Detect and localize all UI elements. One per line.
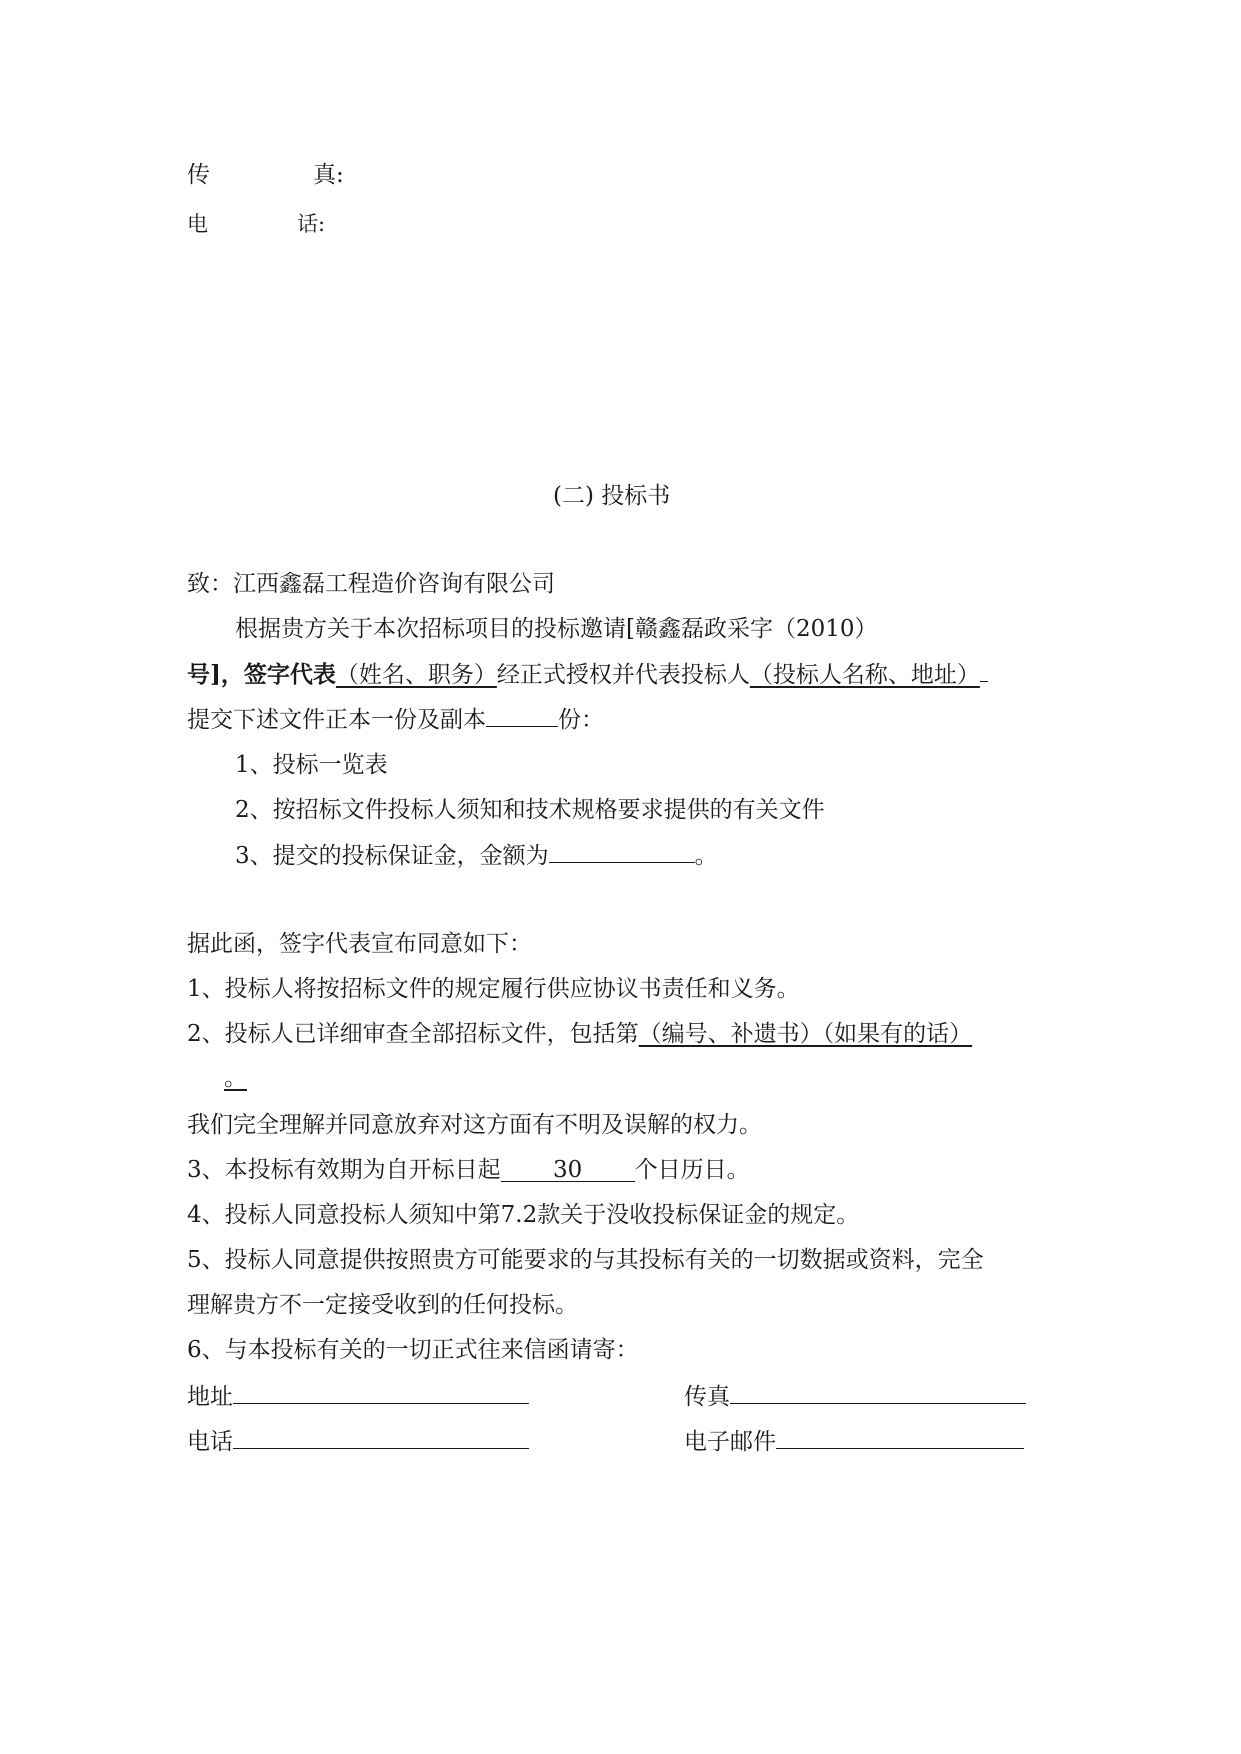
phone-header	[187, 209, 326, 239]
address-field	[187, 1381, 529, 1412]
signer-field: （姓名、职务）	[335, 662, 497, 688]
section-title: (二) 投标书	[553, 483, 671, 509]
validity-days: 30	[553, 1157, 583, 1183]
copies-suffix: 份：	[558, 707, 604, 733]
clause-1: 1、投标人将按招标文件的规定履行供应协议书责任和义务。	[187, 976, 800, 1002]
item-3-end: 。	[694, 843, 718, 869]
fax-label-a: 传	[187, 162, 210, 188]
clause-2-end-mark: 。	[224, 1065, 247, 1091]
intro-number-suffix: 号]，签字代表	[187, 661, 336, 688]
copies-text: 提交下述文件正本一份及副本	[187, 707, 486, 733]
clause-5-line-2: 理解贵方不一定接受收到的任何投标。	[187, 1292, 578, 1318]
fax-header	[187, 160, 344, 190]
address-label: 地址	[187, 1384, 233, 1410]
fax-label: 传真	[684, 1384, 730, 1410]
item-2: 2、按招标文件投标人须知和技术规格要求提供的有关文件	[235, 797, 825, 823]
phone-label: 电话	[187, 1429, 233, 1455]
email-field	[684, 1426, 1024, 1457]
phone-field	[187, 1426, 529, 1457]
phone-blank	[233, 1426, 529, 1449]
intro-line-2	[187, 659, 988, 690]
fax-label-b: 真:	[313, 162, 344, 188]
clause-3	[187, 1155, 750, 1185]
copies-blank	[486, 704, 558, 727]
fax-blank	[730, 1381, 1026, 1404]
clause-4: 4、投标人同意投标人须知中第7.2款关于没收投标保证金的规定。	[187, 1202, 860, 1228]
item-1: 1、投标一览表	[235, 752, 388, 778]
email-label: 电子邮件	[684, 1429, 776, 1455]
validity-days-blank	[501, 1159, 635, 1182]
deposit-amount-blank	[549, 840, 695, 863]
bidder-underline-tail	[980, 659, 988, 682]
recipient-line: 致：江西鑫磊工程造价咨询有限公司	[187, 571, 555, 597]
clause-3-text: 3、本投标有效期为自开标日起	[187, 1157, 501, 1183]
intro-authorized-text: 经正式授权并代表投标人	[496, 662, 750, 688]
declaration-line: 据此函，签字代表宣布同意如下：	[187, 931, 532, 957]
phone-label-b: 话:	[297, 212, 326, 236]
clause-2-refs: （编号、补遗书）（如果有的话）	[638, 1021, 973, 1047]
clause-2-end	[224, 1063, 246, 1093]
clause-6: 6、与本投标有关的一切正式往来信函请寄：	[187, 1337, 639, 1363]
item-3	[235, 840, 718, 871]
clause-5-line-1: 5、投标人同意提供按照贵方可能要求的与其投标有关的一切数据或资料，完全	[187, 1247, 984, 1273]
clause-2-cont: 我们完全理解并同意放弃对这方面有不明及误解的权力。	[187, 1112, 762, 1138]
bidder-field: （投标人名称、地址）	[749, 662, 980, 688]
email-blank	[776, 1426, 1024, 1449]
intro-line-3	[187, 704, 604, 735]
clause-2	[187, 1019, 972, 1049]
item-3-text: 3、提交的投标保证金，金额为	[235, 843, 549, 869]
clause-3-end: 个日历日。	[634, 1157, 750, 1183]
address-blank	[233, 1381, 529, 1404]
intro-line-1: 根据贵方关于本次招标项目的投标邀请[赣鑫磊政采字（2010）	[235, 616, 878, 642]
fax-field	[684, 1381, 1026, 1412]
clause-2-text: 2、投标人已详细审查全部招标文件，包括第	[187, 1021, 639, 1047]
phone-label-a: 电	[187, 212, 208, 236]
